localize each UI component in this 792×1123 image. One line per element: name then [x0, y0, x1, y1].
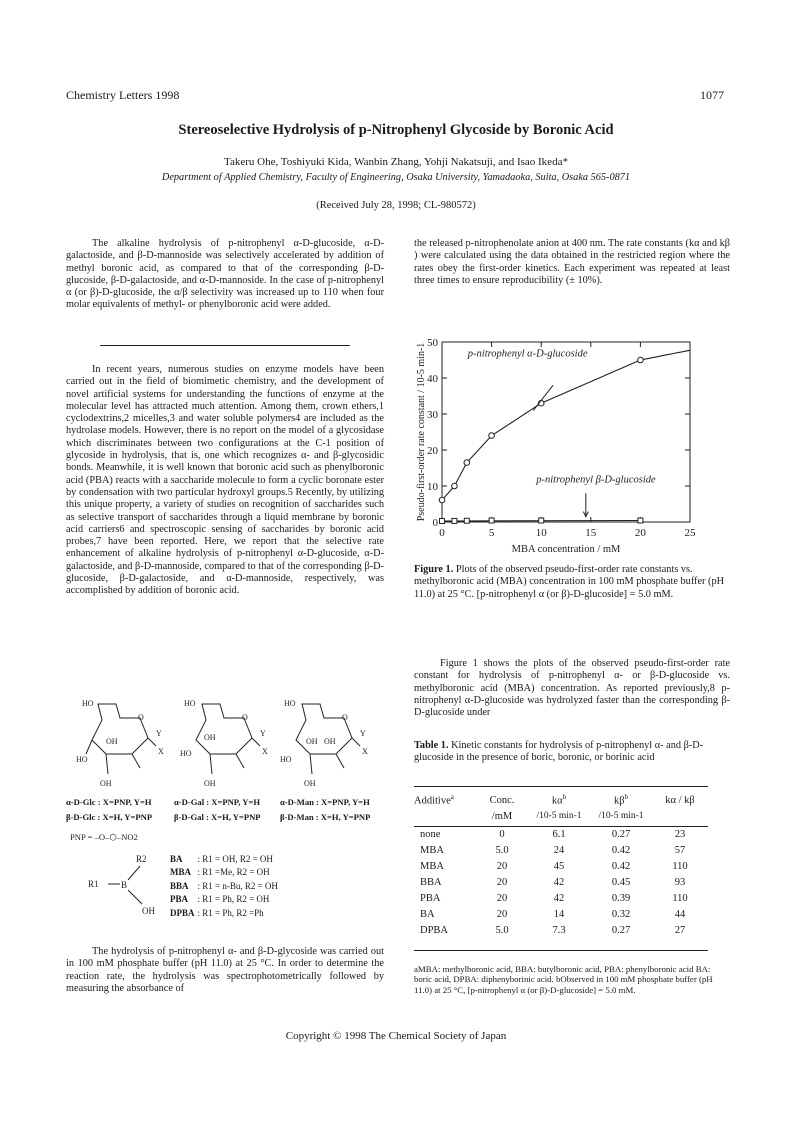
table-cell: 0.42 [611, 844, 631, 856]
table-cell: 45 [553, 860, 565, 872]
table-cell: 110 [672, 860, 688, 872]
column-unit [414, 808, 476, 824]
definition-name: PBA [170, 894, 188, 905]
atom-label: HO [76, 755, 88, 764]
table-cell: 42 [553, 892, 565, 904]
structure-label: α-D-Man : X=PNP, Y=H [280, 797, 370, 807]
table-cell: BBA [420, 876, 442, 888]
data-point-beta [539, 518, 544, 523]
received-date: (Received July 28, 1998; CL-980572) [316, 200, 476, 211]
table-top-rule [414, 786, 708, 787]
column-header: Additive$^a$ [414, 793, 454, 807]
x-tick-label: 20 [634, 527, 646, 539]
table-cell: 0.42 [611, 860, 631, 872]
atom-label: HO [180, 749, 192, 758]
structure-label: β-D-Man : X=H, Y=PNP [280, 812, 371, 822]
table-cell: 23 [674, 828, 686, 840]
x-tick-label: 10 [535, 527, 547, 539]
annotation-alpha: p-nitrophenyl α-D-glucoside [467, 348, 588, 360]
definition-value: : R1 =Me, R2 = OH [197, 867, 270, 878]
table-cell: 44 [674, 908, 686, 920]
table-cell: 20 [496, 892, 508, 904]
data-point-beta [464, 518, 469, 523]
definition-row [170, 866, 281, 880]
definition-value: : R1 = Ph, R2 = OH [197, 894, 270, 905]
atom-label: O [342, 713, 348, 722]
method-paragraph: The hydrolysis of p-nitrophenyl α- and β-D-glycoside was carried out in 100 mM phosphate buffer (pH 11.0) at 25 °C. In order to determine the reaction rate, the hydrolysis was spectrophotometrically followed by measuring the absorbance of [66, 946, 384, 994]
table-label: Table 1. [414, 740, 449, 751]
data-point-alpha [452, 483, 458, 489]
atom-label: HO [82, 699, 94, 708]
table-cell: MBA [420, 860, 444, 872]
definition-value: : R1 = Ph, R2 =Ph [197, 907, 264, 918]
table-cell: 0.45 [611, 876, 631, 888]
atom-label: HO [184, 699, 196, 708]
atom-label: X [158, 747, 164, 756]
column-unit: /10-5 min-1 [536, 811, 582, 821]
table-row [414, 858, 708, 874]
definition-row [170, 852, 281, 866]
atom-label: Y [360, 729, 366, 738]
data-point-beta [489, 518, 494, 523]
atom-label: Y [156, 729, 162, 738]
data-point-beta [638, 518, 643, 523]
table-cell: 7.3 [552, 924, 566, 936]
abstract: The alkaline hydrolysis of p-nitrophenyl α-D-glucoside, α-D-galactoside, and β-D-mannoside was selectively accelerated by addition of methyl boronic acid, as compared to that of the corresponding β-D-glucoside, β-D-galactoside, and α-D-mannoside. In the case of p-nitrophenyl α (or β)-D-glucoside, the α/β selectivity was increased up to 110 when four molar equivalents of methyl- or phenylboronic acid were added. [66, 238, 384, 311]
data-point-beta [452, 518, 457, 523]
table-row [414, 890, 708, 906]
figure-1-caption [414, 564, 730, 601]
atom-label: OH [204, 779, 216, 788]
definition-value: : R1 = OH, R2 = OH [197, 853, 273, 864]
atom-label: X [262, 747, 268, 756]
atom-label: OH [324, 737, 336, 746]
journal-name: Chemistry Letters 1998 [66, 88, 180, 102]
page-number: 1077 [700, 88, 724, 102]
column-unit [652, 808, 708, 824]
definition-name: DPBA [170, 907, 195, 918]
table-cell: 0.32 [611, 908, 631, 920]
table-cell: 6.1 [552, 828, 566, 840]
right-paragraph-top: the released p-nitrophenolate anion at 400 nm. The rate constants (kα and kβ ) were calculated using the data obtained in the restricted region where the rates obey the first-order kinetics. Each experiment was repeated at least three times to ensure reproducibility (± 10%). [414, 238, 730, 286]
table-row [414, 826, 708, 842]
pnp-definition: PNP = –O–⬡–NO2 [70, 832, 138, 842]
boron-definitions [170, 852, 281, 920]
table-cell: 57 [674, 844, 686, 856]
definition-row [170, 879, 281, 893]
definition-name: MBA [170, 867, 191, 878]
affiliation: Department of Applied Chemistry, Faculty of Engineering, Osaka University, Yamadaoka, Suita, Osaka 565-0871 [161, 172, 631, 183]
table-cell: 5.0 [495, 924, 509, 936]
data-point-alpha [439, 497, 445, 503]
annotation-pointer-alpha [533, 385, 553, 410]
table-cell: 0.39 [611, 892, 631, 904]
table-cell: 110 [672, 892, 688, 904]
right-paragraph-mid: Figure 1 shows the plots of the observed pseudo-first-order rate constant for hydrolysis of p-nitrophenyl α- or β-D-glucoside vs. methylboronic acid (MBA) concentration. As reported previously,8 p-nitrophenyl α-D-glucoside was hydrolyzed faster than the corresponding β-D-glucoside under [414, 658, 730, 719]
atom-label: X [362, 747, 368, 756]
y-tick-label: 0 [432, 517, 438, 529]
table-caption-text: Kinetic constants for hydrolysis of p-nitrophenyl α- and β-D-glucoside in the presence of boric, boronic, or borinic acid [414, 740, 704, 764]
x-tick-label: 25 [684, 527, 696, 539]
x-tick-label: 15 [585, 527, 597, 539]
table-row [414, 842, 708, 858]
authors: Takeru Ohe, Toshiyuki Kida, Wanbin Zhang, Yohji Nakatsuji, and Isao Ikeda* [224, 156, 568, 168]
table-cell: 20 [496, 908, 508, 920]
table-header-rule [414, 826, 708, 827]
table-cell: 24 [553, 844, 565, 856]
atom-label: OH [306, 737, 318, 746]
table-row [414, 874, 708, 890]
structure-label: β-D-Glc : X=H, Y=PNP [66, 812, 153, 822]
table-header-row [414, 792, 708, 808]
sugar-structures [76, 696, 396, 792]
y-tick-label: 10 [427, 481, 438, 493]
table-cell: 5.0 [495, 844, 509, 856]
atom-label: Y [260, 729, 266, 738]
table-cell: PBA [420, 892, 441, 904]
kinetic-constants-table [414, 792, 708, 938]
y-tick-label: 30 [427, 409, 438, 421]
figure-label: Figure 1. [414, 564, 454, 575]
table-cell: MBA [420, 844, 444, 856]
copyright: Copyright © 1998 The Chemical Society of Japan [285, 1030, 507, 1042]
table-cell: DPBA [420, 924, 449, 936]
atom-label: OH [304, 779, 316, 788]
column-header: $k\alpha^b$ [551, 793, 567, 807]
atom-label: OH [142, 906, 155, 916]
table-cell: 0.27 [611, 924, 631, 936]
table-1-caption [414, 740, 730, 765]
column-header: $k\beta^b$ [613, 793, 629, 807]
y-tick-label: 20 [427, 445, 438, 457]
column-header: kα / kβ [665, 794, 695, 806]
definition-row [170, 893, 281, 907]
atom-label: O [242, 713, 248, 722]
atom-label: B [121, 880, 128, 890]
annotation-beta: p-nitrophenyl β-D-glucoside [536, 474, 656, 486]
x-tick-label: 0 [439, 527, 445, 539]
table-cell: 0.27 [611, 828, 631, 840]
atom-label: R2 [136, 854, 147, 864]
y-tick-label: 40 [427, 373, 438, 385]
table-cell: none [420, 828, 441, 840]
y-tick-label: 50 [427, 337, 438, 349]
x-tick-label: 5 [488, 527, 495, 539]
x-axis-label: MBA concentration / mM [511, 544, 621, 555]
table-bottom-rule [414, 950, 708, 951]
intro-paragraph: In recent years, numerous studies on enzyme models have been carried out in the field of biomimetic chemistry, and the development of novel artificial systems for understanding the functions of enzyme at the molecular level has attracted much attention. Among them, crown ethers,1 cyclodextrins,2 micelles,3 and water soluble polymers4 are included as the hydrolase models. However, there is no report on the model of a glycosidase which discriminates between two configurations at the C-1 position of glycoside in hydrolysis, that is, one which recognizes α- and β-glycosidic bonds. Meanwhile, it is well known that boronic acid such as phenylboronic acid (PBA) reacts with a saccharide molecule to form a cyclic boronate ester by condensation with two particular hydroxyl groups.5 Recently, by utilizing this unique property, a variety of studies on recognition of saccharides such as selective transport of saccharides through a liquid membrane by boronic acid carriers6 and spectroscopic sensing of saccharides by boronic acid probes,7 have been reported. Here, we report that the selective rate enhancement of alkaline hydrolysis of p-nitrophenyl α-D-glucoside, α-D-galactoside, and β-D-mannoside, compared to that of the corresponding β-D-glucoside, β-D-galactoside, and α-D-mannoside, respectively, was accomplished by addition of boronic acid. [66, 364, 384, 597]
definition-name: BBA [170, 880, 189, 891]
y-axis-label: Pseudo-first-order rate constant / 10-5 min-1 [416, 342, 427, 522]
definition-value: : R1 = n-Bu, R2 = OH [197, 880, 278, 891]
table-cell: 27 [674, 924, 686, 936]
figure-1-chart [414, 332, 714, 560]
atom-label: OH [100, 779, 112, 788]
glucoside-structure [86, 704, 156, 774]
column-unit: /10-5 min-1 [598, 811, 644, 821]
boronic-acid-structure [80, 852, 160, 916]
table-1-footnote: aMBA: methylboronic acid, BBA: butylboronic acid, PBA: phenylboronic acid BA: boric acid, DPBA: diphenyborinic acid. bObserved in 100 mM phosphate buffer (pH 11.0) at 25 °C, [p-nitrophenyl α (or β)-D-glucoside] = 5.0 mM. [414, 963, 713, 995]
table-row [414, 906, 708, 922]
atom-label: R1 [88, 879, 99, 889]
column-header: Conc. [489, 794, 515, 806]
table-row [414, 922, 708, 938]
separator-line [100, 345, 350, 346]
data-point-beta [440, 519, 445, 524]
table-cell: BA [420, 908, 435, 920]
structure-label: α-D-Glc : X=PNP, Y=H [66, 797, 152, 807]
table-cell: 42 [553, 876, 565, 888]
table-cell: 93 [674, 876, 686, 888]
atom-label: HO [284, 699, 296, 708]
table-cell: 20 [496, 876, 508, 888]
data-point-alpha [489, 433, 495, 439]
atom-label: OH [204, 733, 216, 742]
atom-label: O [138, 713, 144, 722]
structure-label: α-D-Gal : X=PNP, Y=H [174, 797, 261, 807]
table-unit-row [414, 808, 708, 824]
definition-row [170, 906, 281, 920]
column-unit: /mM [491, 810, 513, 822]
structure-label: β-D-Gal : X=H, Y=PNP [174, 812, 261, 822]
data-point-alpha [638, 357, 644, 363]
figure-caption-text: Plots of the observed pseudo-first-order rate constants vs. methylboronic acid (MBA) concentration in 100 mM phosphate buffer (pH 11.0) at 25 °C. [p-nitrophenyl α (or β)-D-glucoside] = 5.0 mM. [414, 564, 725, 600]
plot-frame [442, 342, 690, 522]
table-cell: 14 [553, 908, 565, 920]
data-point-alpha [464, 460, 470, 466]
atom-label: OH [106, 737, 118, 746]
table-cell: 20 [496, 860, 508, 872]
paper-title: Stereoselective Hydrolysis of p-Nitrophenyl Glycoside by Boronic Acid [178, 122, 614, 138]
definition-name: BA [170, 853, 183, 864]
atom-label: HO [280, 755, 292, 764]
table-cell: 0 [499, 828, 505, 840]
